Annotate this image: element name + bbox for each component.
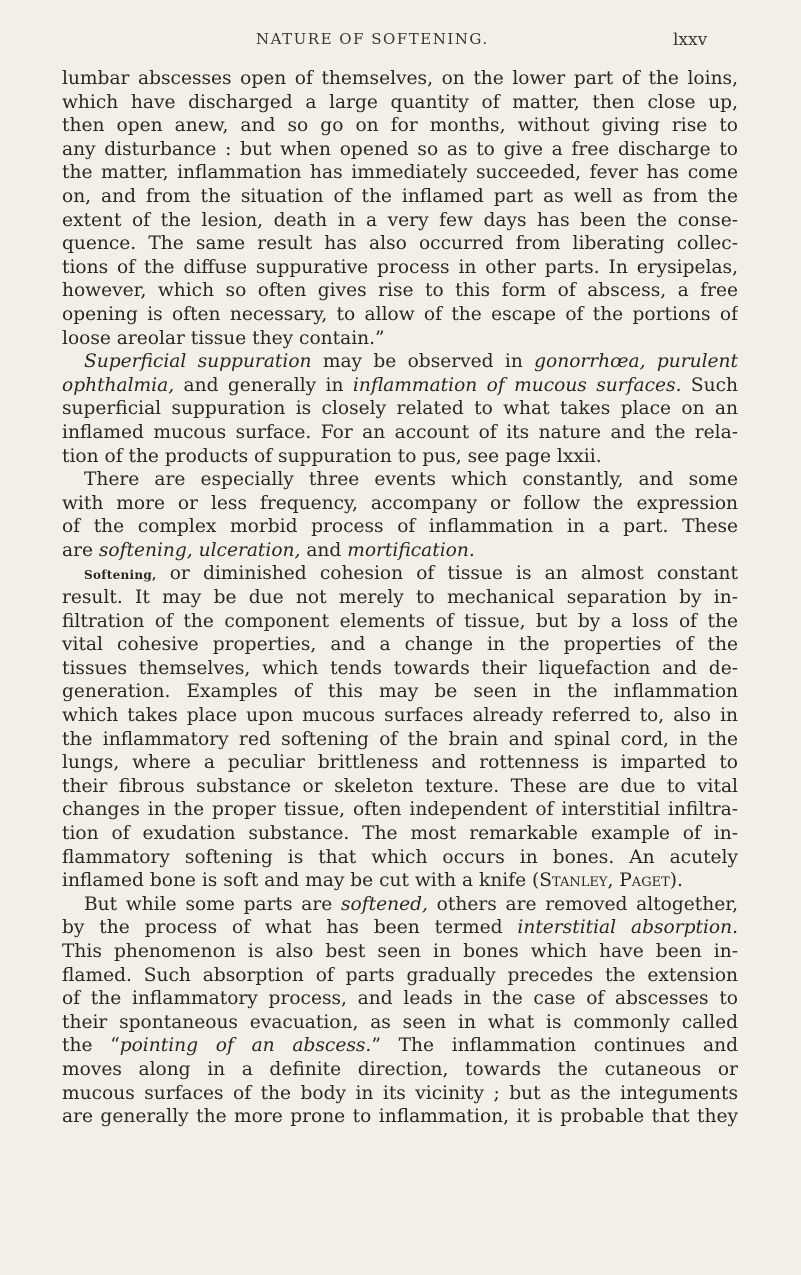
italic-term: interstitial absorption.	[517, 917, 738, 939]
text-line: lumbar abscesses open of themselves, on the lower part of the loins,	[62, 68, 738, 89]
running-header	[0, 30, 801, 54]
text-line: generation. Examples of this may be seen in the inflammation	[62, 681, 738, 703]
text-line: extent of the lesion, death in a very few days has been the conse-	[62, 209, 738, 231]
text-line: of the complex morbid process of inflammation in a part. These	[62, 516, 738, 538]
paragraph-absorption: But while some parts are softened, others are removed altogether,	[84, 893, 738, 915]
text-line: result. It may be due not merely to mechanical separation by in-	[62, 587, 738, 609]
paragraph-three-events: There are especially three events which constantly, and some	[84, 469, 738, 491]
text-line: ophthalmia, and generally in inflammation of mucous surfaces. Such	[62, 374, 738, 396]
italic-term: pointing of an abscess.	[119, 1035, 372, 1057]
sidenote-softening: Softening,	[84, 568, 157, 583]
text-line: tissues themselves, which tends towards their liquefaction and de-	[62, 657, 738, 679]
text-line: however, which so often gives rise to this form of abscess, a free	[62, 280, 738, 302]
text-line: inflamed mucous surface. For an account of its nature and the rela-	[62, 421, 738, 443]
text-line: superficial suppuration is closely related to what takes place on an	[62, 398, 738, 420]
text-line: opening is often necessary, to allow of the escape of the portions of	[62, 303, 738, 325]
text-line: loose areolar tissue they contain.”	[62, 327, 385, 349]
text-line: of the inflammatory process, and leads in the case of abscesses to	[62, 988, 738, 1010]
text-line: quence. The same result has also occurred from liberating collec-	[62, 233, 738, 255]
italic-term: inflammation of mucous surfaces.	[352, 374, 682, 396]
text-line: their fibrous substance or skeleton texture. These are due to vital	[62, 775, 738, 797]
text-line: which have discharged a large quantity of matter, then close up,	[62, 91, 738, 113]
paragraph-superficial-suppuration: Superficial suppuration may be observed in gonorrhœa, purulent	[84, 351, 738, 373]
running-title: NATURE OF SOFTENING.	[256, 30, 489, 48]
italic-term: mortification.	[347, 539, 475, 561]
text-line: with more or less frequency, accompany or follow the expression	[62, 492, 738, 514]
text-line: the “pointing of an abscess.” The inflammation continues and	[62, 1035, 738, 1057]
page-number: lxxv	[673, 30, 708, 50]
text-line: then open anew, and so go on for months, without giving rise to	[62, 115, 738, 137]
text-line: changes in the proper tissue, often independent of interstitial infiltra-	[62, 799, 738, 821]
italic-term: ophthalmia,	[62, 374, 175, 396]
text-line: flammatory softening is that which occurs in bones. An acutely	[62, 846, 738, 868]
text-line: are softening, ulceration, and mortification.	[62, 539, 475, 561]
text-line: tion of exudation substance. The most remarkable example of in-	[62, 823, 738, 844]
text-line: This phenomenon is also best seen in bones which have been in-	[62, 940, 738, 962]
text-line: the matter, inflammation has immediately succeeded, fever has come	[62, 162, 738, 184]
italic-term: gonorrhœa, purulent	[534, 351, 738, 373]
italic-term: Superficial suppuration	[84, 351, 312, 373]
author-name: Stanley	[539, 870, 608, 892]
italic-term: softening, ulceration,	[98, 539, 301, 561]
text-line: mucous surfaces of the body in its vicinity ; but as the integuments	[62, 1082, 738, 1104]
text-line: inflamed bone is soft and may be cut with a knife (Stanley, Paget).	[62, 870, 683, 892]
text-line: moves along in a definite direction, towards the cutaneous or	[62, 1058, 738, 1080]
body-text	[62, 67, 738, 1129]
text-line: flamed. Such absorption of parts gradually precedes the extension	[62, 964, 738, 986]
text-line: on, and from the situation of the inflamed part as well as from the	[62, 185, 738, 207]
paragraph-softening: Softening, or diminished cohesion of tissue is an almost constant	[84, 563, 738, 585]
text-line: by the process of what has been termed interstitial absorption.	[62, 917, 738, 939]
text-line: the inflammatory red softening of the brain and spinal cord, in the	[62, 728, 738, 750]
text-line: which takes place upon mucous surfaces already referred to, also in	[62, 705, 738, 727]
text-line: vital cohesive properties, and a change in the properties of the	[62, 634, 738, 656]
text-line: are generally the more prone to inflammation, it is probable that they	[62, 1106, 738, 1128]
author-name: Paget	[619, 870, 670, 892]
text-line: tion of the products of suppuration to pus, see page lxxii.	[62, 445, 602, 467]
text-line: filtration of the component elements of tissue, but by a loss of the	[62, 610, 738, 632]
text-line: their spontaneous evacuation, as seen in what is commonly called	[62, 1011, 738, 1033]
italic-term: softened,	[341, 893, 428, 915]
text-line: lungs, where a peculiar brittleness and rottenness is imparted to	[62, 752, 738, 774]
text-line: tions of the diffuse suppurative process in other parts. In erysipelas,	[62, 256, 738, 278]
text-line: any disturbance : but when opened so as to give a free discharge to	[62, 138, 738, 160]
